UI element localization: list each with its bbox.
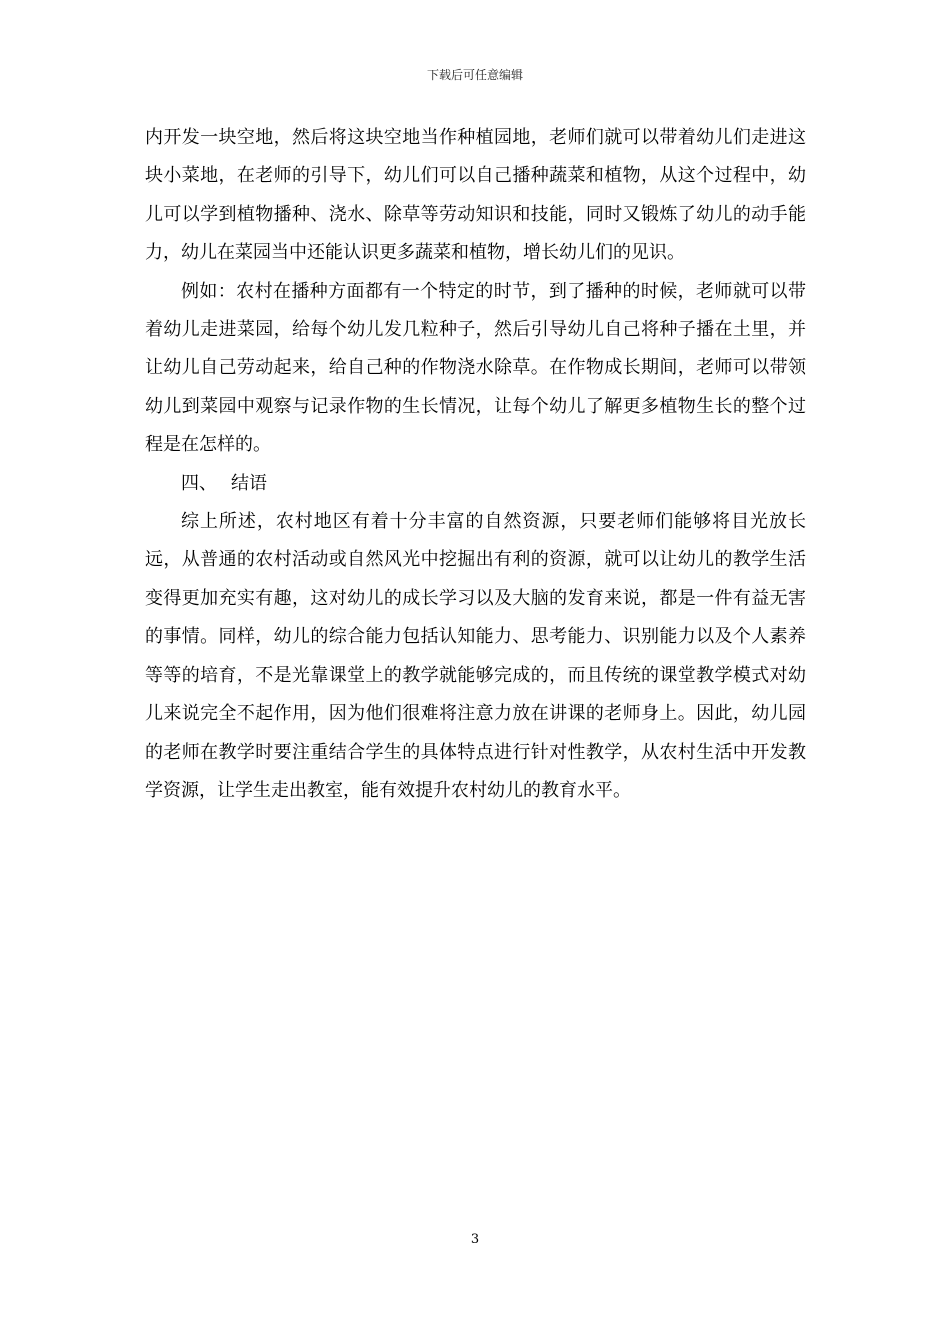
section-title: 结语: [231, 472, 267, 494]
paragraph-continuation: 内开发一块空地，然后将这块空地当作种植园地，老师们就可以带着幼儿们走进这块小菜地，在老师的引导下，幼儿们可以自己播种蔬菜和植物，从这个过程中，幼儿可以学到植物播种、浇水、除草等劳动知识和技能，同时又锻炼了幼儿的动手能力，幼儿在菜园当中还能认识更多蔬菜和植物，增长幼儿们的见识。: [145, 127, 806, 264]
page-number: 3: [470, 1232, 480, 1247]
section-number: 四、: [181, 472, 217, 494]
section-heading: [145, 465, 806, 503]
page-header: 下载后可任意编辑: [426, 68, 523, 82]
paragraph-conclusion: 综上所述，农村地区有着十分丰富的自然资源，只要老师们能够将目光放长远，从普通的农村活动或自然风光中挖掘出有利的资源，就可以让幼儿的教学生活变得更加充实有趣，这对幼儿的成长学习以及大脑的发育来说，都是一件有益无害的事情。同样，幼儿的综合能力包括认知能力、思考能力、识别能力以及个人素养等等的培育，不是光靠课堂上的教学就能够完成的，而且传统的课堂教学模式对幼儿来说完全不起作用，因为他们很难将注意力放在讲课的老师身上。因此，幼儿园的老师在教学时要注重结合学生的具体特点进行针对性教学，从农村生活中开发教学资源，让学生走出教室，能有效提升农村幼儿的教育水平。: [145, 511, 806, 801]
paragraph-example: 例如：农村在播种方面都有一个特定的时节，到了播种的时候，老师就可以带着幼儿走进菜园，给每个幼儿发几粒种子，然后引导幼儿自己将种子播在土里，并让幼儿自己劳动起来，给自己种的作物浇水除草。在作物成长期间，老师可以带领幼儿到菜园中观察与记录作物的生长情况，让每个幼儿了解更多植物生长的整个过程是在怎样的。: [145, 280, 806, 456]
document-body: [145, 119, 806, 810]
